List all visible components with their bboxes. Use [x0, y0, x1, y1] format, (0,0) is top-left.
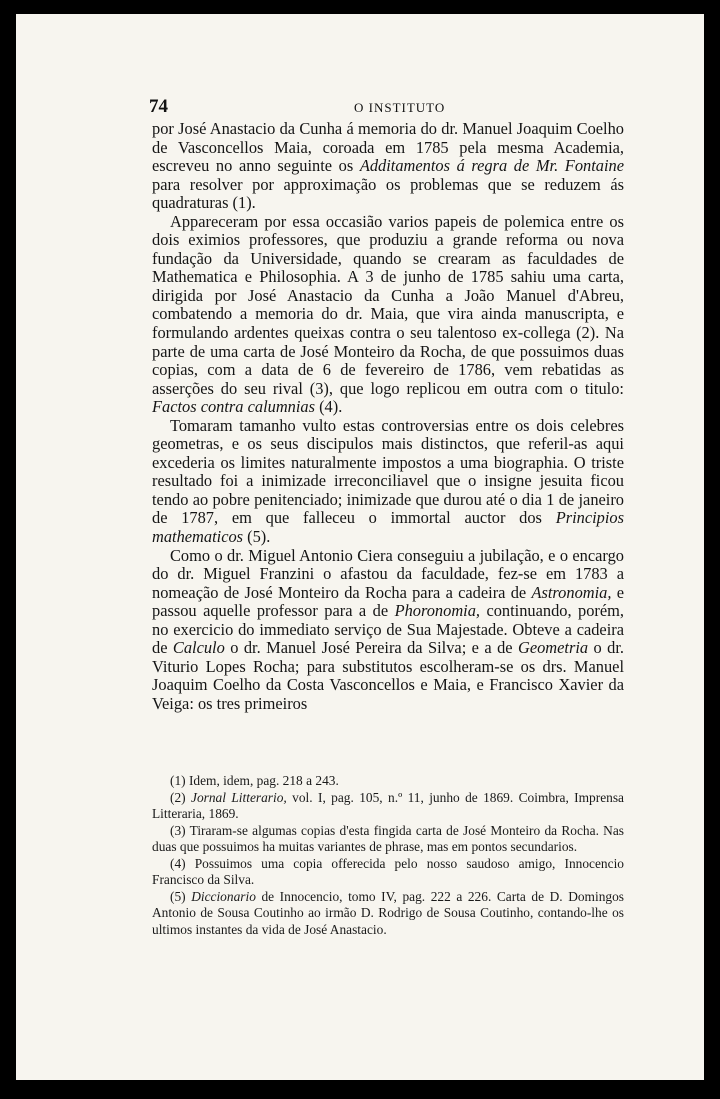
- italic-title: Factos contra calumnias: [152, 397, 315, 417]
- italic-term: Astronomia,: [531, 582, 612, 602]
- footnote: (1) Idem, idem, pag. 218 a 243.: [170, 773, 339, 788]
- page-number: 74: [149, 96, 168, 117]
- italic-title: Jornal Litterario,: [191, 789, 287, 805]
- body-text: [152, 120, 624, 714]
- italic-title: Principios mathematicos: [152, 508, 624, 547]
- paragraph: Appareceram por essa occasião varios papeis de polemica entre os dois eximios professores, que produziu a grande reforma ou nova fundação da Universidade, quando se crearam as faculdades de Mathematica e Philosophia. A 3 de junho de 1785 sahiu uma carta, dirigida por José Anastacio da Cunha a João Manuel d'Abreu, combatendo a memoria do dr. Maia, que vira ainda manuscripta, e formulando ardentes queixas contra o seu talentoso ex-collega (2). Na parte de uma carta de José Monteiro da Rocha, de que possuimos duas copias, com a data de 6 de fevereiro de 1786, vem rebatidas as asserções do seu rival (3), que logo replicou em outra com o titulo: Factos contra calumnias (4).: [152, 211, 624, 417]
- paragraph: Como o dr. Miguel Antonio Ciera conseguiu a jubilação, e o encargo do dr. Miguel Franzini o afastou da faculdade, fez-se em 1783 a nomeação de José Monteiro da Rocha para a cadeira de Astronomia, e passou aquelle professor para a de Phoronomia, continuando, porém, no exercicio do immediato serviço de Sua Majestade. Obteve a cadeira de Calculo o dr. Manuel José Pereira da Silva; e a de Geometria o dr. Viturio Lopes Rocha; para substitutos escolheram-se os drs. Manuel Joaquim Coelho da Costa Vasconcellos e Maia, e Francisco Xavier da Veiga: os tres primeiros: [152, 545, 625, 713]
- footnote: (5) Diccionario de Innocencio, tomo IV, pag. 222 a 226. Carta de D. Domingos Antonio de Sousa Coutinho ao irmão D. Rodrigo de Sousa Coutinho, contando-lhe os ultimos instantes da vida de José Anastacio.: [152, 888, 624, 937]
- page-header: [149, 96, 639, 116]
- italic-term: Geometria: [517, 638, 589, 658]
- footnote: (3) Tiraram-se algumas copias d'esta fingida carta de José Monteiro da Rocha. Nas duas que possuimos ha muitas variantes de phrase, mas em pontos secundarios.: [152, 822, 624, 854]
- footnote: (2) Jornal Litterario, vol. I, pag. 105, n.º 11, junho de 1869. Coimbra, Imprensa Litteraria, 1869.: [152, 789, 624, 821]
- footnotes: [152, 773, 624, 938]
- italic-title: Additamentos á regra de Mr. Fontaine: [359, 156, 624, 176]
- italic-term: Phoronomia,: [394, 601, 481, 621]
- italic-title: Diccionario: [191, 888, 256, 904]
- running-title: O INSTITUTO: [354, 100, 446, 115]
- paragraph: por José Anastacio da Cunha á memoria do dr. Manuel Joaquim Coelho de Vasconcellos Maia, coroada em 1785 pela mesma Academia, escreveu no anno seguinte os Additamentos á regra de Mr. Fontaine para resolver por approximação os problemas que se reduzem ás quadraturas (1).: [152, 119, 624, 213]
- footnote: (4) Possuimos uma copia offerecida pelo nosso saudoso amigo, Innocencio Francisco da Silva.: [152, 855, 624, 887]
- italic-term: Calculo: [172, 638, 225, 658]
- paragraph: Tomaram tamanho vulto estas controversias entre os dois celebres geometras, e os seus discipulos mais distinctos, que referil-as aqui excederia os limites naturalmente impostos a uma biographia. O triste resultado foi a inimizade irreconciliavel que o insigne jesuita ficou tendo ao pobre penitenciado; inimizade que durou até o dia 1 de janeiro de 1787, em que falleceu o immortal auctor dos Principios mathematicos (5).: [152, 415, 624, 547]
